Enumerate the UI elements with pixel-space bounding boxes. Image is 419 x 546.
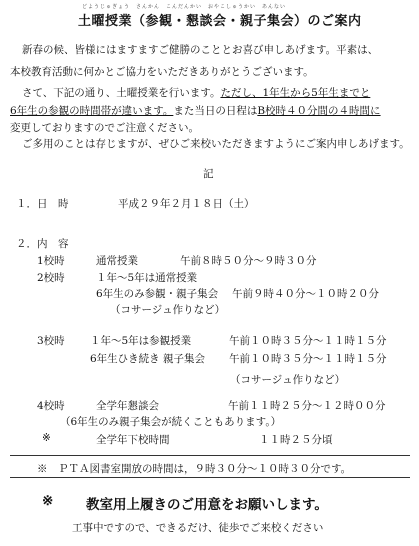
greeting-line-1: 新春の候、皆様にはますますご健勝のこととお喜び申しあげます。平素は、 — [22, 44, 379, 56]
divider — [10, 455, 410, 456]
greeting-line-2: 本校教育活動に何かとご協力をいただきありがとうございます。 — [10, 66, 314, 78]
dismissal-label: 全学年下校時間 — [96, 434, 170, 446]
period-1-time: 午前８時５０分～９時３０分 — [180, 255, 317, 267]
period-2-line-1: １年～5年は通常授業 — [96, 272, 198, 284]
dismissal-time: １１時２５分頃 — [259, 434, 333, 446]
period-3-line-2-name: 6年生ひき続き 親子集会 — [90, 353, 206, 365]
period-4-name: 全学年懇談会 — [96, 400, 159, 412]
period-3-label: 3校時 — [37, 335, 65, 347]
dismissal-mark: ※ — [42, 432, 51, 444]
period-3-line-1-name: １年～5年は参観授業 — [90, 335, 192, 347]
period-1-label: 1校時 — [37, 255, 65, 267]
shoes-mark: ※ — [42, 493, 54, 509]
period-2-line-2-name: 6年生のみ参観・親子集会 — [96, 288, 219, 300]
date-label: １．日 時 — [16, 198, 69, 210]
construction-note: 工事中ですので、できるだけ、徒歩でご来校ください — [72, 522, 324, 534]
period-4-time: 午前１１時２５分～１２時００分 — [228, 400, 386, 412]
period-4-note: （6年生のみ親子集会が続くこともあります。） — [60, 416, 282, 428]
greeting-line-3: さて、下記の通り、土曜授業を行います。ただし、1年生から5年生までと — [22, 87, 371, 99]
library-note: ※ ＰＴＡ図書室開放の時間は，９時３０分～１０時３０分です。 — [37, 463, 352, 475]
shoes-note: 教室用上履きのご用意をお願いします。 — [86, 497, 328, 513]
ki-heading: 記 — [203, 168, 214, 180]
title-ruby: どようじゅぎょう さんかん こんだんかい おやこしゅうかい あんない — [82, 4, 287, 10]
period-2-line-2-time: 午前９時４０分～１０時２０分 — [232, 288, 379, 300]
period-1-name: 通常授業 — [96, 255, 138, 267]
period-2-label: 2校時 — [37, 272, 65, 284]
period-3-note: （コサージュ作りなど） — [230, 374, 346, 386]
greeting-line-4: 6年生の参観の時間帯が違います。また当日の日程はB校時４０分間の４時間に — [10, 105, 381, 117]
date-value: 平成２９年２月１８日（土） — [118, 198, 255, 210]
period-4-label: 4校時 — [37, 400, 65, 412]
period-3-line-2-time: 午前１０時３５分～１１時１５分 — [229, 353, 387, 365]
period-2-note: （コサージュ作りなど） — [110, 304, 226, 316]
greeting-line-5: 変更しておりますのでご注意ください。 — [10, 122, 199, 134]
greeting-line-6: ご多用のことは存じますが、ぜひご来校いただきますようにご案内申しあげます。 — [22, 138, 410, 150]
content-label: ２．内 容 — [16, 238, 69, 250]
period-3-line-1-time: 午前１０時３５分～１１時１５分 — [229, 335, 387, 347]
divider — [10, 477, 410, 478]
page-title: 土曜授業（参観・懇談会・親子集会）のご案内 — [78, 14, 362, 29]
